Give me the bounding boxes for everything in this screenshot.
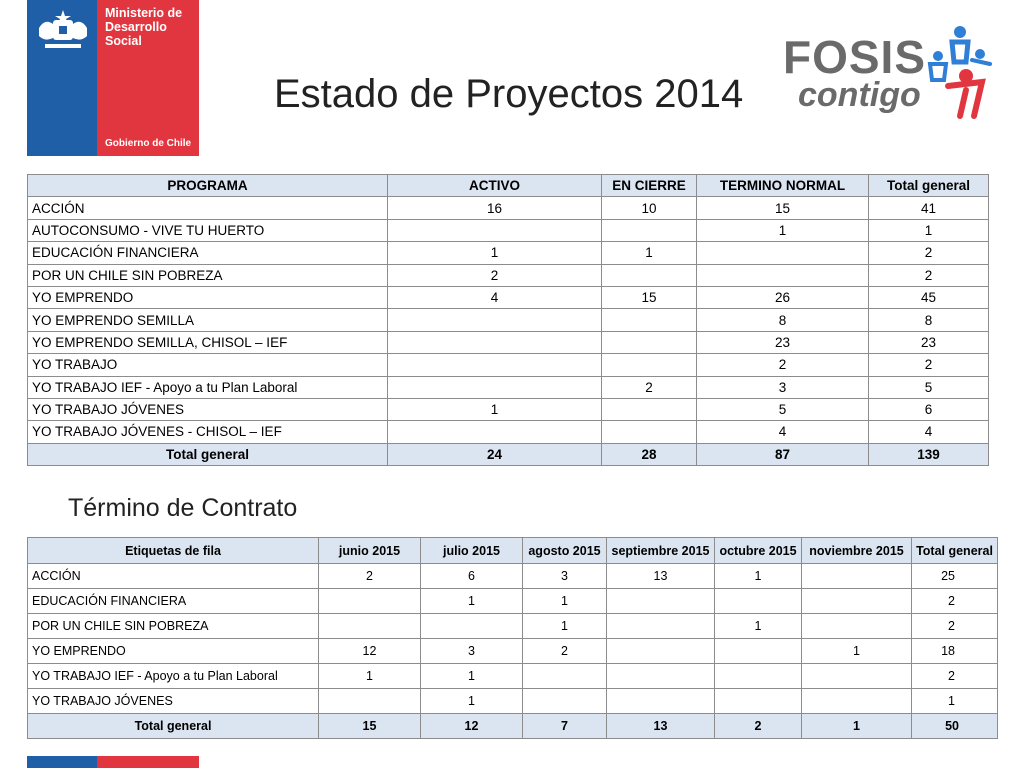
program-name: YO TRABAJO IEF - Apoyo a tu Plan Laboral xyxy=(28,376,388,398)
footer-color-strip xyxy=(27,756,199,768)
termino-normal-value xyxy=(697,242,869,264)
total-agosto: 7 xyxy=(523,714,607,739)
septiembre-value xyxy=(607,689,715,714)
ministry-line-2: Desarrollo xyxy=(105,20,167,34)
total-septiembre: 13 xyxy=(607,714,715,739)
activo-value xyxy=(388,376,602,398)
table-row xyxy=(28,331,989,353)
header-total-general: Total general xyxy=(869,175,989,197)
junio-value: 12 xyxy=(319,639,421,664)
table-row xyxy=(28,286,989,308)
people-figures-icon xyxy=(920,20,1000,120)
program-name: YO TRABAJO JÓVENES xyxy=(28,398,388,420)
noviembre-value xyxy=(802,564,912,589)
termino-normal-value: 2 xyxy=(697,354,869,376)
total-label: Total general xyxy=(28,714,319,739)
octubre-value xyxy=(715,689,802,714)
en-cierre-value: 10 xyxy=(602,197,697,219)
row-label: ACCIÓN xyxy=(28,564,319,589)
termino-normal-value: 23 xyxy=(697,331,869,353)
fosis-logo-subtext: contigo xyxy=(798,76,921,114)
header-row-labels: Etiquetas de fila xyxy=(28,538,319,564)
table-total-row xyxy=(28,443,989,465)
activo-value xyxy=(388,421,602,443)
footer-blue-bar xyxy=(27,756,97,768)
fosis-logo-text: FOSIS xyxy=(783,31,927,83)
total-value: 23 xyxy=(869,331,989,353)
ministry-line-3: Social xyxy=(105,34,142,48)
table-row xyxy=(28,398,989,420)
program-name: AUTOCONSUMO - VIVE TU HUERTO xyxy=(28,219,388,241)
julio-value: 1 xyxy=(421,664,523,689)
table-row xyxy=(28,421,989,443)
total-noviembre: 1 xyxy=(802,714,912,739)
total-en-cierre: 28 xyxy=(602,443,697,465)
activo-value: 16 xyxy=(388,197,602,219)
header-activo: ACTIVO xyxy=(388,175,602,197)
julio-value: 6 xyxy=(421,564,523,589)
octubre-value xyxy=(715,664,802,689)
header-en-cierre: EN CIERRE xyxy=(602,175,697,197)
agosto-value: 3 xyxy=(523,564,607,589)
table-row xyxy=(28,354,989,376)
coat-of-arms-icon xyxy=(35,8,91,52)
program-name: POR UN CHILE SIN POBREZA xyxy=(28,264,388,286)
header-programa: PROGRAMA xyxy=(28,175,388,197)
total-value: 45 xyxy=(869,286,989,308)
junio-value xyxy=(319,614,421,639)
agosto-value: 1 xyxy=(523,589,607,614)
table-total-row xyxy=(28,714,998,739)
termino-normal-value: 1 xyxy=(697,219,869,241)
header-agosto: agosto 2015 xyxy=(523,538,607,564)
total-octubre: 2 xyxy=(715,714,802,739)
contract-termination-table xyxy=(27,537,998,739)
octubre-value: 1 xyxy=(715,564,802,589)
ministry-line-1: Ministerio de xyxy=(105,6,183,20)
table-row xyxy=(28,197,989,219)
total-value: 2 xyxy=(912,614,998,639)
activo-value xyxy=(388,219,602,241)
total-value: 18 xyxy=(912,639,998,664)
total-value: 2 xyxy=(912,664,998,689)
termino-normal-value: 15 xyxy=(697,197,869,219)
header-noviembre: noviembre 2015 xyxy=(802,538,912,564)
julio-value: 1 xyxy=(421,689,523,714)
en-cierre-value: 15 xyxy=(602,286,697,308)
total-value: 4 xyxy=(869,421,989,443)
header-octubre: octubre 2015 xyxy=(715,538,802,564)
row-label: POR UN CHILE SIN POBREZA xyxy=(28,614,319,639)
activo-value: 1 xyxy=(388,398,602,420)
row-label: YO EMPRENDO xyxy=(28,639,319,664)
en-cierre-value: 2 xyxy=(602,376,697,398)
fosis-logo xyxy=(780,20,1000,120)
junio-value xyxy=(319,589,421,614)
header-total-general: Total general xyxy=(912,538,998,564)
julio-value xyxy=(421,614,523,639)
en-cierre-value xyxy=(602,398,697,420)
program-name: YO TRABAJO xyxy=(28,354,388,376)
table-row xyxy=(28,242,989,264)
total-value: 41 xyxy=(869,197,989,219)
activo-value xyxy=(388,331,602,353)
total-activo: 24 xyxy=(388,443,602,465)
termino-normal-value: 4 xyxy=(697,421,869,443)
program-name: ACCIÓN xyxy=(28,197,388,219)
table-row xyxy=(28,639,998,664)
header-septiembre: septiembre 2015 xyxy=(607,538,715,564)
junio-value: 2 xyxy=(319,564,421,589)
septiembre-value xyxy=(607,589,715,614)
en-cierre-value xyxy=(602,309,697,331)
activo-value: 2 xyxy=(388,264,602,286)
total-julio: 12 xyxy=(421,714,523,739)
table-row xyxy=(28,689,998,714)
activo-value: 1 xyxy=(388,242,602,264)
en-cierre-value xyxy=(602,331,697,353)
activo-value xyxy=(388,309,602,331)
table-row xyxy=(28,219,989,241)
noviembre-value xyxy=(802,689,912,714)
noviembre-value xyxy=(802,614,912,639)
row-label: EDUCACIÓN FINANCIERA xyxy=(28,589,319,614)
program-name: EDUCACIÓN FINANCIERA xyxy=(28,242,388,264)
total-value: 25 xyxy=(912,564,998,589)
activo-value xyxy=(388,354,602,376)
row-label: YO TRABAJO JÓVENES xyxy=(28,689,319,714)
termino-normal-value: 5 xyxy=(697,398,869,420)
octubre-value xyxy=(715,589,802,614)
total-value: 8 xyxy=(869,309,989,331)
program-name: YO EMPRENDO SEMILLA xyxy=(28,309,388,331)
activo-value: 4 xyxy=(388,286,602,308)
header-julio: julio 2015 xyxy=(421,538,523,564)
total-value: 1 xyxy=(912,689,998,714)
en-cierre-value xyxy=(602,354,697,376)
header-junio: junio 2015 xyxy=(319,538,421,564)
total-value: 5 xyxy=(869,376,989,398)
table-header-row xyxy=(28,175,989,197)
noviembre-value xyxy=(802,664,912,689)
noviembre-value xyxy=(802,589,912,614)
termino-normal-value xyxy=(697,264,869,286)
header-termino-normal: TERMINO NORMAL xyxy=(697,175,869,197)
junio-value: 1 xyxy=(319,664,421,689)
termino-normal-value: 3 xyxy=(697,376,869,398)
julio-value: 1 xyxy=(421,589,523,614)
agosto-value xyxy=(523,689,607,714)
total-label: Total general xyxy=(28,443,388,465)
table-row xyxy=(28,564,998,589)
termino-normal-value: 8 xyxy=(697,309,869,331)
total-value: 6 xyxy=(869,398,989,420)
septiembre-value xyxy=(607,639,715,664)
page-title: Estado de Proyectos 2014 xyxy=(274,72,744,116)
septiembre-value xyxy=(607,664,715,689)
table-header-row xyxy=(28,538,998,564)
junio-value xyxy=(319,689,421,714)
total-general: 139 xyxy=(869,443,989,465)
termino-normal-value: 26 xyxy=(697,286,869,308)
total-value: 2 xyxy=(869,354,989,376)
total-value: 2 xyxy=(869,242,989,264)
ministry-logo xyxy=(27,0,199,156)
footer-red-bar xyxy=(97,756,199,768)
table-row xyxy=(28,376,989,398)
ministry-name xyxy=(105,6,182,48)
projects-status-table xyxy=(27,174,989,466)
julio-value: 3 xyxy=(421,639,523,664)
agosto-value: 2 xyxy=(523,639,607,664)
table-row xyxy=(28,264,989,286)
total-general: 50 xyxy=(912,714,998,739)
en-cierre-value xyxy=(602,219,697,241)
table-row xyxy=(28,614,998,639)
total-value: 1 xyxy=(869,219,989,241)
row-label: YO TRABAJO IEF - Apoyo a tu Plan Laboral xyxy=(28,664,319,689)
total-value: 2 xyxy=(869,264,989,286)
total-termino-normal: 87 xyxy=(697,443,869,465)
total-junio: 15 xyxy=(319,714,421,739)
agosto-value: 1 xyxy=(523,614,607,639)
total-value: 2 xyxy=(912,589,998,614)
octubre-value xyxy=(715,639,802,664)
table-row xyxy=(28,664,998,689)
octubre-value: 1 xyxy=(715,614,802,639)
noviembre-value: 1 xyxy=(802,639,912,664)
en-cierre-value: 1 xyxy=(602,242,697,264)
en-cierre-value xyxy=(602,264,697,286)
septiembre-value xyxy=(607,614,715,639)
septiembre-value: 13 xyxy=(607,564,715,589)
table-row xyxy=(28,309,989,331)
agosto-value xyxy=(523,664,607,689)
section-title: Término de Contrato xyxy=(68,494,298,522)
government-label: Gobierno de Chile xyxy=(105,138,192,149)
program-name: YO EMPRENDO SEMILLA, CHISOL – IEF xyxy=(28,331,388,353)
program-name: YO TRABAJO JÓVENES - CHISOL – IEF xyxy=(28,421,388,443)
program-name: YO EMPRENDO xyxy=(28,286,388,308)
en-cierre-value xyxy=(602,421,697,443)
table-row xyxy=(28,589,998,614)
